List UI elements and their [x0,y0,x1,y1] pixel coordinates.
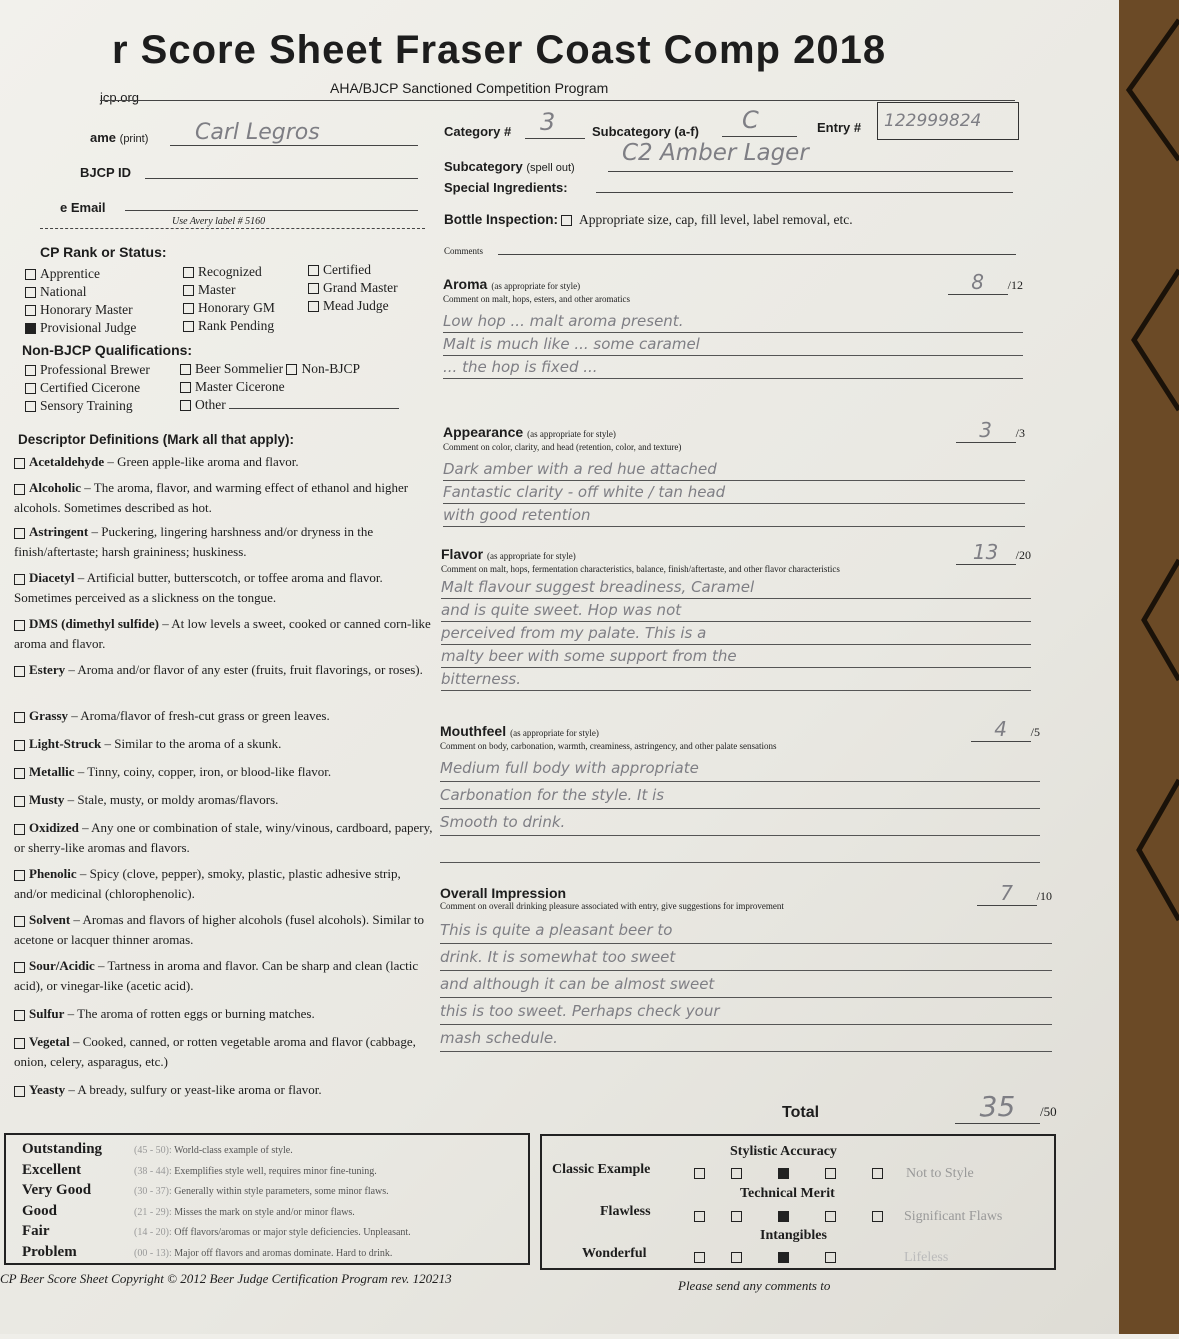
overall-comment-line: mash schedule. [440,1025,1052,1052]
qual-checkbox[interactable] [180,364,191,375]
rank-option: Honorary Master [25,301,136,319]
appearance-comment-line: with good retention [443,504,1025,527]
descriptor-checkbox[interactable] [14,666,25,677]
rating-checkbox-checked[interactable] [778,1168,789,1179]
rating-checkbox[interactable] [694,1211,705,1222]
scale-label: Outstanding [22,1141,103,1157]
descriptor-item: Estery – Aroma and/or flavor of any ester (fruits, fruit flavorings, or roses). [14,660,434,706]
qual-col-1 [25,361,150,415]
overall-comment-line: and although it can be almost sweet [440,971,1052,998]
qual-checkbox[interactable] [180,382,191,393]
subcategory-spelled-value[interactable]: C2 Amber Lager [622,140,809,166]
total-label: Total [782,1104,820,1121]
flavor-hint: (as appropriate for style) [487,551,576,561]
descriptor-item: Sulfur – The aroma of rotten eggs or burning matches. [14,1004,434,1032]
aroma-comment-line: ... the hop is fixed ... [443,356,1023,379]
rank-checkbox[interactable] [25,305,36,316]
scale-row: (00 - 13): Major off flavors and aromas dominate. Hard to drink. [134,1247,393,1259]
descriptor-checkbox[interactable] [14,1086,25,1097]
spell-label: Subcategory [444,159,523,174]
lifeless-label: Lifeless [904,1250,949,1265]
qual-col-2 [180,360,399,414]
qual-option: Professional Brewer [25,361,150,379]
appearance-comment-line: Dark amber with a red hue attached [443,458,1025,481]
rating-checkbox[interactable] [872,1168,883,1179]
intangibles-scale [694,1248,840,1266]
footer-comments: Please send any comments to [678,1278,831,1293]
email-field[interactable] [125,210,418,211]
total-max: /50 [1040,1104,1057,1119]
rating-checkbox-checked[interactable] [778,1211,789,1222]
technical-merit-scale [694,1207,887,1225]
wonderful-label: Wonderful [582,1246,647,1261]
scale-row: (30 - 37): Generally within style parameters, some minor flaws. [134,1186,389,1197]
flavor-comments[interactable] [441,576,1031,691]
rank-option: Honorary GM [183,299,275,317]
appearance-comments[interactable] [443,458,1025,527]
descriptor-checkbox[interactable] [14,740,25,751]
rank-option: Mead Judge [308,297,398,315]
special-ingredients-field[interactable] [596,192,1013,193]
descriptor-item: Grassy – Aroma/flavor of fresh-cut grass or green leaves. [14,706,434,734]
mouthfeel-section [440,717,1040,863]
qual-checkbox[interactable] [25,365,36,376]
descriptor-item: Sour/Acidic – Tartness in aroma and flavor. Can be sharp and clean (lactic acid), or vinegar-like (acetic acid). [14,958,419,993]
descriptor-item: Light-Struck – Similar to the aroma of a skunk. [14,734,434,762]
rating-checkbox[interactable] [825,1211,836,1222]
aroma-score[interactable]: 8 [948,270,1008,295]
rank-checkbox[interactable] [183,321,194,332]
subcategory-label: Subcategory (a-f) [592,124,699,139]
mouthfeel-title: Mouthfeel [440,723,507,739]
descriptor-title: Descriptor Definitions (Mark all that apply): [18,432,295,447]
mouthfeel-max: /5 [1030,725,1040,739]
rank-checkbox[interactable] [308,301,319,312]
descriptor-checkbox[interactable] [14,916,25,927]
flavor-comment-line: perceived from my palate. This is a [441,622,1031,645]
qual-option: Beer Sommelier Non-BJCP [180,360,399,378]
rank-option: Apprentice [25,265,136,283]
rank-col-3 [308,261,398,315]
descriptor-item: Alcoholic – The aroma, flavor, and warming effect of ethanol and higher alcohols. Sometimes described as hot. [14,480,409,515]
rating-checkbox[interactable] [872,1211,883,1222]
spell-hint: (spell out) [526,162,575,174]
descriptor-checkbox[interactable] [14,796,25,807]
aroma-hint: (as appropriate for style) [491,281,581,291]
rating-checkbox[interactable] [694,1168,705,1179]
descriptor-checkbox[interactable] [14,1010,25,1021]
appearance-max: /3 [1015,426,1025,440]
flavor-subtitle: Comment on malt, hops, fermentation characteristics, balance, finish/aftertaste, and other flavor characteristics [441,564,840,574]
appearance-comment-line: Fantastic clarity - off white / tan head [443,481,1025,504]
scoring-guide [4,1133,530,1265]
special-ingredients-label: Special Ingredients: [444,180,568,195]
overall-max: /10 [1036,889,1052,903]
aroma-subtitle: Comment on malt, hops, esters, and other aromatics [443,294,630,304]
descriptor-checkbox[interactable] [14,962,25,973]
overall-comment-line: This is quite a pleasant beer to [440,917,1052,944]
qual-option: Certified Cicerone [25,379,150,397]
appearance-subtitle: Comment on color, clarity, and head (retention, color, and texture) [443,442,682,452]
mouthfeel-comment-line: Smooth to drink. [440,809,1040,836]
scale-label: Good [22,1202,58,1219]
rank-title: CP Rank or Status: [40,244,167,260]
overall-score[interactable]: 7 [977,881,1037,906]
subcategory-value[interactable]: C [742,106,759,134]
descriptor-checkbox[interactable] [14,528,25,539]
rank-option: Certified [308,261,398,279]
descriptor-item: Vegetal – Cooked, canned, or rotten vegetable aroma and flavor (cabbage, onion, celery, asparagus, etc.) [14,1034,416,1069]
entry-label: Entry # [817,120,862,135]
descriptor-item: DMS (dimethyl sulfide) – At low levels a sweet, cooked or canned corn-like aroma and flavor. [14,616,431,651]
descriptor-checkbox[interactable] [14,870,25,881]
qual-checkbox[interactable] [25,401,36,412]
significant-flaws-label: Significant Flaws [904,1209,1003,1224]
descriptor-item: Diacetyl – Artificial butter, butterscotch, or toffee aroma and flavor. Sometimes perceived as a slickness on the tongue. [14,570,383,605]
descriptor-checkbox[interactable] [14,458,25,469]
judge-name-value[interactable]: Carl Legros [195,120,320,145]
rank-checkbox[interactable] [25,287,36,298]
mouthfeel-hint: (as appropriate for style) [510,728,599,738]
mat-pattern [1119,0,1179,1334]
appearance-section [443,418,1025,527]
overall-comment-line: drink. It is somewhat too sweet [440,944,1052,971]
aroma-section [443,270,1023,379]
avery-note: Use Avery label # 5160 [172,216,266,227]
qual-option: Sensory Training [25,397,150,415]
comments-label: Comments [444,246,484,256]
qual-checkbox[interactable] [180,400,191,411]
rank-checkbox[interactable] [25,269,36,280]
sheet-title: r Score Sheet Fraser Coast Comp 2018 [112,28,887,72]
rank-checkbox[interactable] [308,265,319,276]
bottle-inspection-text: Appropriate size, cap, fill level, label removal, etc. [579,212,853,227]
aroma-title: Aroma [443,276,488,292]
rank-checkbox[interactable] [183,285,194,296]
overall-comment-line: this is too sweet. Perhaps check your [440,998,1052,1025]
category-value[interactable]: 3 [540,108,556,136]
total-score[interactable]: 35 [955,1090,1040,1124]
bottle-inspection-label: Bottle Inspection: [444,212,558,227]
stylistic-accuracy-heading: Stylistic Accuracy [730,1144,837,1159]
appearance-title: Appearance [443,424,524,440]
flavor-title: Flavor [441,546,484,562]
scale-row: (14 - 20): Off flavors/aromas or major style deficiencies. Unpleasant. [134,1227,411,1238]
aroma-comments[interactable] [443,310,1023,379]
qualifications-title: Non-BJCP Qualifications: [22,342,193,358]
name-hint: (print) [119,133,149,145]
rating-checkbox[interactable] [825,1168,836,1179]
descriptor-checkbox[interactable] [14,620,25,631]
appearance-hint: (as appropriate for style) [527,429,616,439]
rank-option: National [25,283,136,301]
bjcp-id-label: BJCP ID [80,165,132,180]
category-label: Category # [444,124,512,139]
descriptor-item: Phenolic – Spicy (clove, pepper), smoky, plastic, plastic adhesive strip, and/or medicinal (chlorophenolic). [14,866,401,901]
rating-checkbox[interactable] [694,1252,705,1263]
intangibles-heading: Intangibles [760,1228,827,1243]
aroma-comment-line: Malt is much like ... some caramel [443,333,1023,356]
mouthfeel-comment-line-empty [440,836,1040,863]
scale-label: Problem [22,1243,77,1260]
rank-option: Grand Master [308,279,398,297]
rank-option: Rank Pending [183,317,275,335]
flavor-comment-line: bitterness. [441,668,1031,691]
site-url: jcp.org [100,90,140,105]
qual-checkbox[interactable] [25,383,36,394]
ratings-box [540,1134,1056,1270]
program-name: AHA/BJCP Sanctioned Competition Program [330,80,609,96]
technical-merit-heading: Technical Merit [740,1186,835,1201]
classic-example-label: Classic Example [552,1162,651,1177]
rating-checkbox[interactable] [825,1252,836,1263]
qual-option: Other [180,396,399,414]
rating-checkbox[interactable] [731,1168,742,1179]
scale-row: (45 - 50): World-class example of style. [134,1145,293,1156]
bottle-comments-field[interactable] [498,254,1016,255]
email-label: e Email [60,200,106,215]
name-label: ame [90,130,117,145]
mouthfeel-comment-line: Medium full body with appropriate [440,755,1040,782]
descriptor-item: Oxidized – Any one or combination of stale, winy/vinous, cardboard, papery, or sherry-like aromas and flavors. [14,820,433,855]
descriptor-checkbox[interactable] [14,824,25,835]
rank-option: Recognized [183,263,275,281]
rank-checkbox[interactable] [183,303,194,314]
qual-option: Master Cicerone [180,378,399,396]
descriptor-checkbox[interactable] [14,1038,25,1049]
flavor-section [441,540,1031,691]
rank-checkbox-checked[interactable] [25,323,36,334]
mouthfeel-comments[interactable] [440,755,1040,863]
flawless-label: Flawless [600,1204,651,1219]
bottle-inspection-checkbox[interactable] [561,215,572,226]
rating-checkbox-checked[interactable] [778,1252,789,1263]
flavor-comment-line: malty beer with some support from the [441,645,1031,668]
rank-col-1 [25,265,136,337]
not-to-style-label: Not to Style [906,1166,974,1181]
descriptor-checkbox[interactable] [14,484,25,495]
mouthfeel-score[interactable]: 4 [971,717,1031,742]
scale-label: Fair [22,1223,50,1239]
rank-option: Master [183,281,275,299]
entry-value: 122999824 [884,111,982,131]
scale-label: Very Good [22,1182,92,1198]
flavor-score[interactable]: 13 [956,540,1016,565]
overall-subtitle: Comment on overall drinking pleasure associated with entry, give suggestions for improvement [440,901,784,911]
bjcp-id-field[interactable] [145,178,418,179]
descriptor-item: Metallic – Tinny, coiny, copper, iron, or blood-like flavor. [14,762,434,790]
footer-copyright: CP Beer Score Sheet Copyright © 2012 Beer Judge Certification Program rev. 120213 [0,1271,452,1286]
rank-option: Provisional Judge [25,319,136,337]
mouthfeel-comment-line: Carbonation for the style. It is [440,782,1040,809]
rank-col-2 [183,263,275,335]
rating-checkbox[interactable] [731,1252,742,1263]
overall-section [440,881,1052,1052]
rank-checkbox[interactable] [308,283,319,294]
qual-checkbox[interactable] [286,364,297,375]
scale-label: Excellent [22,1161,82,1178]
overall-comments[interactable] [440,917,1052,1052]
descriptor-list [14,452,434,1104]
descriptor-checkbox[interactable] [14,712,25,723]
overall-title: Overall Impression [440,885,567,901]
descriptor-checkbox[interactable] [14,768,25,779]
appearance-score[interactable]: 3 [956,418,1016,443]
rating-checkbox[interactable] [731,1211,742,1222]
scale-row: (38 - 44): Exemplifies style well, requires minor fine-tuning. [134,1165,377,1177]
mouthfeel-subtitle: Comment on body, carbonation, warmth, creaminess, astringency, and other palate sensations [440,741,777,751]
descriptor-checkbox[interactable] [14,574,25,585]
entry-box[interactable] [877,102,1019,140]
stylistic-accuracy-scale [694,1164,887,1182]
flavor-max: /20 [1015,548,1031,562]
descriptor-item: Solvent – Aromas and flavors of higher alcohols (fusel alcohols). Similar to acetone or lacquer thinner aromas. [14,912,424,947]
aroma-comment-line: Low hop ... malt aroma present. [443,310,1023,333]
descriptor-item: Acetaldehyde – Green apple-like aroma and flavor. [14,452,434,478]
descriptor-item: Musty – Stale, musty, or moldy aromas/flavors. [14,790,434,818]
descriptor-item: Astringent – Puckering, lingering harshness and/or dryness in the finish/aftertaste; harsh graininess; huskiness. [14,524,374,559]
rank-checkbox[interactable] [183,267,194,278]
scale-row: (21 - 29): Misses the mark on style and/or minor flaws. [134,1206,355,1218]
flavor-comment-line: Malt flavour suggest breadiness, Caramel [441,576,1031,599]
descriptor-item: Yeasty – A bready, sulfury or yeast-like aroma or flavor. [14,1080,434,1104]
flavor-comment-line: and is quite sweet. Hop was not [441,599,1031,622]
background-mat [1119,0,1179,1334]
aroma-max: /12 [1007,278,1023,292]
